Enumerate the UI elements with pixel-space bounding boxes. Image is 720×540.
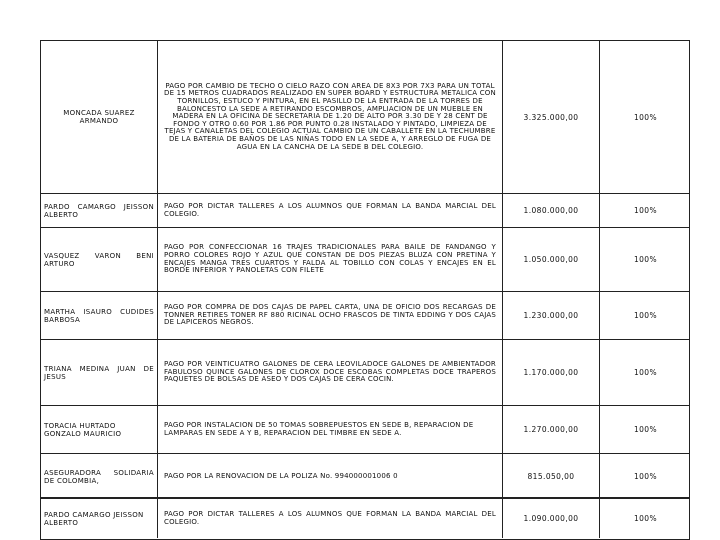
payment-amount: 1.050.000,00 [523,255,579,264]
payment-amount: 1.170.000,00 [523,368,579,377]
description-cell [158,194,503,227]
payment-description: PAGO POR LA RENOVACION DE LA POLIZA No. 994000001006 0 [164,471,398,480]
payee-name: PARDO CAMARGO JEISSON ALBERTO [44,510,144,527]
payee-cell [41,228,158,291]
amount-cell [503,340,600,405]
table-row [41,291,689,339]
payment-percent: 100% [633,255,658,264]
payee-cell [41,499,158,538]
payment-description: PAGO POR VEINTICUATRO GALONES DE CERA LEOVILADOCE GALONES DE AMBIENTADOR FABULOSO QUINCE GALONES DE CLOROX DOCE ESCOBAS COMPLETAS DOCE TRAPEROS PAQUETES DE BOLSAS DE ASEO Y DOS CAJAS DE CERA COCIN. [164,360,496,384]
table-row [41,498,689,538]
table-row [41,41,689,193]
description-cell [158,41,503,193]
payment-amount: 815.050,00 [527,472,575,481]
percent-cell [600,194,691,227]
payee-cell [41,292,158,339]
percent-cell [600,454,691,499]
table-row [41,227,689,291]
payment-amount: 3.325.000,00 [523,112,579,122]
payee-name: ASEGURADORA SOLIDARIA DE COLOMBIA, [44,468,154,485]
table-row [41,453,689,499]
amount-cell [503,194,600,227]
payment-percent: 100% [633,311,658,320]
payment-percent: 100% [633,514,658,523]
payment-description: PAGO POR DICTAR TALLERES A LOS ALUMNOS QUE FORMAN LA BANDA MARCIAL DEL COLEGIO. [164,201,496,218]
payee-cell [41,340,158,405]
percent-cell [600,406,691,453]
payee-cell [41,406,158,453]
payee-name: MARTHA ISAURO CUDIDES BARBOSA [44,307,154,324]
payee-name: VASQUEZ VARON BENI ARTURO [44,251,154,268]
payee-name: TRIANA MEDINA JUAN DE JESUS [44,364,154,381]
table-row [41,193,689,227]
description-cell [158,228,503,291]
payee-cell [41,454,158,499]
payee-name: MONCADA SUAREZ ARMANDO [63,109,135,125]
table-row [41,339,689,405]
amount-cell [503,406,600,453]
percent-cell [600,340,691,405]
payee-name: TORACIA HURTADO GONZALO MAURICIO [44,421,122,438]
table-row [41,405,689,453]
description-cell [158,340,503,405]
payment-percent: 100% [633,472,658,481]
payment-description: PAGO POR INSTALACION DE 50 TOMAS SOBREPUESTOS EN SEDE B, REPARACION DE LAMPARAS EN SEDE A Y B, REPARACION DEL TIMBRE EN SEDE A. [164,420,474,437]
amount-cell [503,499,600,538]
payment-description: PAGO POR CONFECCIONAR 16 TRAJES TRADICIONALES PARA BAILE DE FANDANGO Y PORRO COLORES ROJO Y AZUL QUE CONSTAN DE DOS PIEZAS BLUZA CON PRETINA Y ENCAJES MANGA TRES CUARTOS Y FALDA AL TOBILLO CON COLAS Y ENCAJES EN EL BORDE INFERIOR Y PANOLETAS CON FILETE [164,243,496,275]
description-cell [158,499,503,538]
amount-cell [503,292,600,339]
amount-cell [503,41,600,193]
payee-cell [41,41,158,193]
payment-amount: 1.270.000,00 [523,425,579,434]
payment-amount: 1.230.000,00 [523,311,579,320]
description-cell [158,292,503,339]
payment-percent: 100% [633,112,658,122]
payment-amount: 1.090.000,00 [523,514,579,523]
percent-cell [600,499,691,538]
payment-percent: 100% [633,206,658,215]
payment-amount: 1.080.000,00 [523,206,579,215]
percent-cell [600,292,691,339]
payment-description: PAGO POR CAMBIO DE TECHO O CIELO RAZO CON AREA DE 8X3 POR 7X3 PARA UN TOTAL DE 15 METROS CUADRADOS REALIZADO EN SUPER BOARD Y ESTRUCTURA METALICA CON TORNILLOS, ESTUCO Y PINTURA, EN EL PASILLO DE LA ENTRADA DE LA TORRES DE BALONCESTO LA SEDE A RETIRANDO ESCOMBROS, AMPLIACION DE UN MUEBLE EN MADERA EN LA OFICINA DE SECRETARIA DE 1.20 DE ALTO POR 3.30 DE Y 28 CENT DE FONDO Y OTRO 0.60 POR 1.86 POR PUNTO 0.28 INSTALADO Y PINTADO, LIMPIEZA DE TEJAS Y CANALETAS DEL COLEGIO ACTUAL CAMBIO DE UN CABALLETE EN LA TECHUMBRE DE LA BATERIA DE BAÑOS DE LAS NIÑAS TODO EN LA SEDE A, Y ARREGLO DE FUGA DE AGUA EN LA CANCHA DE LA SEDE B DEL COLEGIO. [164,81,496,151]
payee-cell [41,194,158,227]
description-cell [158,454,503,499]
amount-cell [503,454,600,499]
payment-percent: 100% [633,425,658,434]
percent-cell [600,228,691,291]
payments-table [40,40,690,498]
description-cell [158,406,503,453]
payments-table-continued [40,498,690,540]
payee-name: PARDO CAMARGO JEISSON ALBERTO [44,202,154,219]
payment-percent: 100% [633,368,658,377]
percent-cell [600,41,691,193]
payment-description: PAGO POR DICTAR TALLERES A LOS ALUMNOS QUE FORMAN LA BANDA MARCIAL DEL COLEGIO. [164,509,496,526]
payment-description: PAGO POR COMPRA DE DOS CAJAS DE PAPEL CARTA, UNA DE OFICIO DOS RECARGAS DE TONNER RETIRES TONER RF 880 RICINAL OCHO FRASCOS DE TINTA EDDING Y DOS CAJAS DE LAPICEROS NEGROS. [164,303,496,327]
amount-cell [503,228,600,291]
